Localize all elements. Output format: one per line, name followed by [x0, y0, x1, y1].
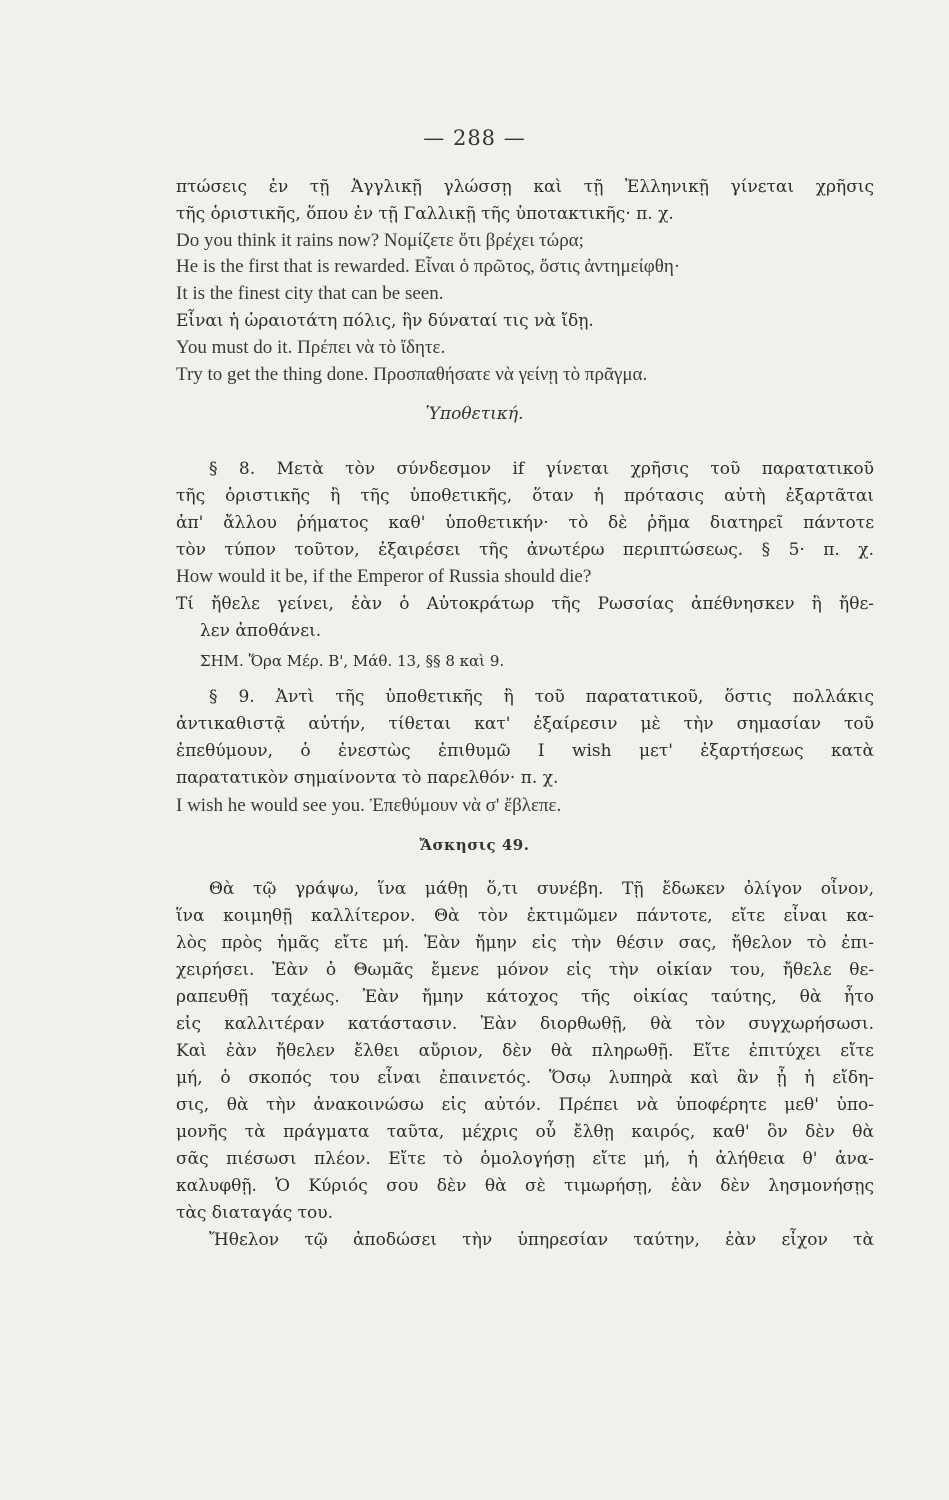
- text-line: ἐπεθύμουν, ὁ ἐνεστὼς ἐπιθυμῶ I wish μετ' ἐξαρτήσεως κατὰ: [176, 741, 874, 761]
- note-line: ΣΗΜ. Ὅρα Μέρ. Β', Μάθ. 13, §§ 8 καὶ 9.: [200, 652, 505, 670]
- exercise-line: ραπευθῇ ταχέως. Ἐὰν ἤμην κάτοχος τῆς οἰκίας ταύτης, θὰ ἦτο: [176, 987, 874, 1007]
- example-line: Εἶναι ἡ ὡραιοτάτη πόλις, ἣν δύναταί τις νὰ ἴδῃ.: [176, 311, 594, 331]
- text-line: Τί ἤθελε γείνει, ἐὰν ὁ Αὐτοκράτωρ τῆς Ρωσσίας ἀπέθνησκεν ἢ ἤθε-: [176, 594, 874, 614]
- example-line: I wish he would see you. Ἐπεθύμουν νὰ σ' ἔβλεπε.: [176, 795, 562, 816]
- exercise-line: τὰς διαταγάς του.: [176, 1203, 334, 1223]
- section-heading: Ὑποθετική.: [425, 404, 524, 424]
- example-line: Do you think it rains now? Νομίζετε ὅτι βρέχει τώρα;: [176, 230, 584, 251]
- exercise-line: Ἤθελον τῷ ἀποδώσει τὴν ὑπηρεσίαν ταύτην, ἐὰν εἶχον τὰ: [209, 1230, 874, 1250]
- exercise-heading: Ἄσκησις 49.: [419, 836, 530, 854]
- example-line: How would it be, if the Emperor of Russia should die?: [176, 566, 592, 587]
- exercise-line: μή, ὁ σκοπός του εἶναι ἐπαινετός. Ὅσῳ λυπηρὰ καὶ ἂν ᾖ ἡ εἴδη-: [176, 1068, 874, 1088]
- exercise-line: Θὰ τῷ γράψω, ἵνα μάθῃ ὅ,τι συνέβη. Τῇ ἔδωκεν ὀλίγον οἶνον,: [209, 879, 874, 899]
- text-line: πτώσεις ἐν τῇ Ἀγγλικῇ γλώσσῃ καὶ τῇ Ἑλληνικῇ γίνεται χρῆσις: [176, 177, 874, 197]
- text-line: ἀντικαθιστᾷ αὐτήν, τίθεται κατ' ἐξαίρεσιν μὲ τὴν σημασίαν τοῦ: [176, 714, 874, 734]
- exercise-line: λὸς πρὸς ἡμᾶς εἴτε μή. Ἐὰν ἤμην εἰς τὴν θέσιν σας, ἤθελον τὸ ἐπι-: [176, 933, 874, 953]
- exercise-line: σις, θὰ τὴν ἀνακοινώσω εἰς αὐτόν. Πρέπει νὰ ὑποφέρητε μεθ' ὑπο-: [176, 1095, 874, 1115]
- example-line: He is the first that is rewarded. Εἶναι ὁ πρῶτος, ὅστις ἀντημείφθη·: [176, 256, 681, 277]
- text-line: § 9. Ἀντὶ τῆς ὑποθετικῆς ἢ τοῦ παρατατικοῦ, ὅστις πολλάκις: [209, 687, 874, 707]
- exercise-line: ἵνα κοιμηθῇ καλλίτερον. Θὰ τὸν ἐκτιμῶμεν πάντοτε, εἴτε εἶναι κα-: [176, 906, 874, 926]
- exercise-line: σᾶς πιέσωσι πλέον. Εἴτε τὸ ὁμολογήσῃ εἴτε μή, ἡ ἀλήθεια θ' ἀνα-: [176, 1149, 874, 1169]
- example-line: It is the finest city that can be seen.: [176, 283, 444, 304]
- text-line: τῆς ὁριστικῆς, ὅπου ἐν τῇ Γαλλικῇ τῆς ὑποτακτικῆς· π. χ.: [176, 204, 674, 224]
- exercise-line: εἰς καλλιτέραν κατάστασιν. Ἐὰν διορθωθῇ, θὰ τὸν συγχωρήσωσι.: [176, 1014, 874, 1034]
- text-line: τῆς ὁριστικῆς ἢ τῆς ὑποθετικῆς, ὅταν ἡ πρότασις αὐτὴ ἐξαρτᾶται: [176, 486, 874, 506]
- text-line: λεν ἀποθάνει.: [200, 621, 322, 641]
- example-line: You must do it. Πρέπει νὰ τὸ ἴδητε.: [176, 337, 446, 358]
- page-number: — 288 —: [423, 126, 526, 150]
- text-line: § 8. Μετὰ τὸν σύνδεσμον if γίνεται χρῆσις τοῦ παρατατικοῦ: [209, 459, 874, 479]
- exercise-line: χειρήσει. Ἐὰν ὁ Θωμᾶς ἔμενε μόνον εἰς τὴν οἰκίαν του, ἤθελε θε-: [176, 960, 874, 980]
- exercise-line: μονῆς τὰ πράγματα ταῦτα, μέχρις οὗ ἔλθῃ καιρός, καθ' ὃν δὲν θὰ: [176, 1122, 874, 1142]
- exercise-line: Καὶ ἐὰν ἤθελεν ἔλθει αὔριον, δὲν θὰ πληρωθῇ. Εἴτε ἐπιτύχει εἴτε: [176, 1041, 874, 1061]
- text-line: παρατατικὸν σημαίνοντα τὸ παρελθόν· π. χ.: [176, 768, 559, 788]
- example-line: Try to get the thing done. Προσπαθήσατε νὰ γείνῃ τὸ πρᾶγμα.: [176, 364, 648, 385]
- text-line: ἀπ' ἄλλου ῥήματος καθ' ὑποθετικήν· τὸ δὲ ῥῆμα διατηρεῖ πάντοτε: [176, 513, 874, 533]
- text-line: τὸν τύπον τοῦτον, ἐξαιρέσει τῆς ἀνωτέρω περιπτώσεως. § 5· π. χ.: [176, 540, 874, 560]
- exercise-line: καλυφθῇ. Ὁ Κύριός σου δὲν θὰ σὲ τιμωρήσῃ, ἐὰν δὲν λησμονήσῃς: [176, 1176, 874, 1196]
